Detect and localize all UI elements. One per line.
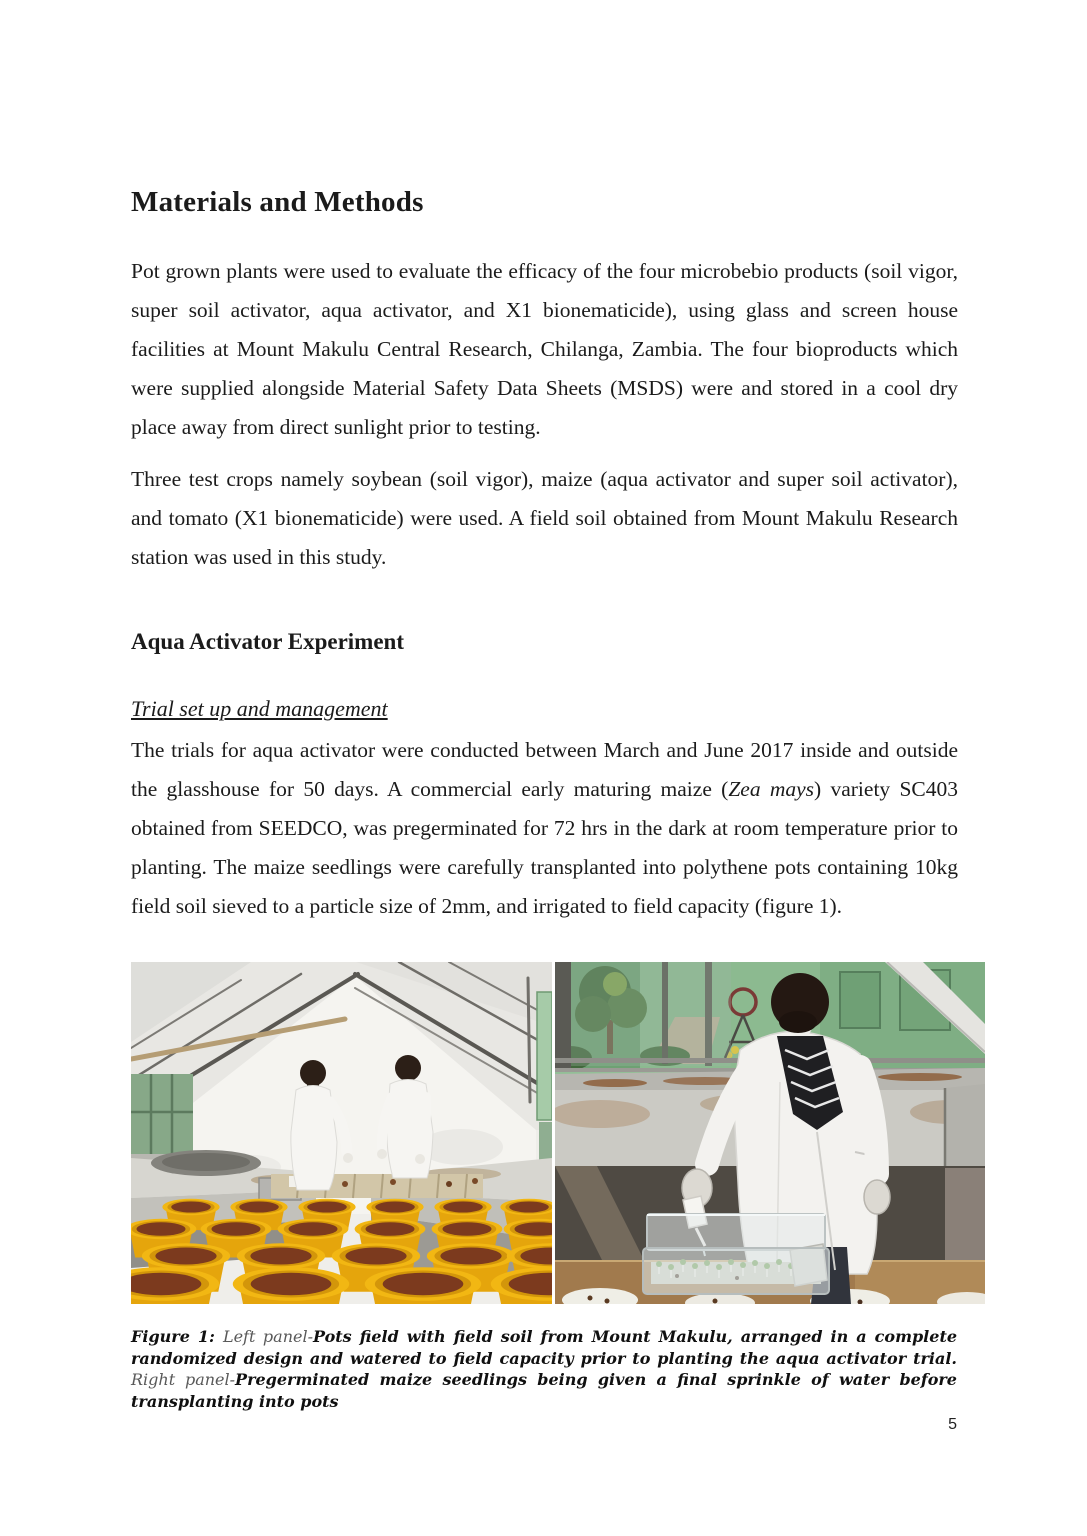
paragraph-trial-setup: [131, 731, 958, 926]
paragraph-intro: Pot grown plants were used to evaluate the efficacy of the four microbebio products (soil vigor, super soil activator, aqua activator, and X1 bionematicide), using glass and screen house facilities at Mount Makulu Central Research, Chilanga, Zambia. The four bioproducts which were supplied alongside Material Safety Data Sheets (MSDS) were and stored in a cool dry place away from direct sunlight prior to testing.: [131, 259, 958, 439]
section-heading: Aqua Activator Experiment: [131, 629, 405, 654]
right-glove: [864, 1180, 890, 1214]
left-panel-text: Pots field with field soil from Mount Makulu, arranged in a complete randomized design and watered to field capacity prior to planting the aqua activator trial.: [131, 1327, 958, 1368]
species-name-italic: Zea mays: [728, 777, 815, 801]
subsection-heading: Trial set up and management: [131, 696, 388, 721]
page-number: 5: [948, 1416, 957, 1433]
left-panel-label: Left panel-: [222, 1327, 314, 1346]
paragraph-test-crops: Three test crops namely soybean (soil vigor), maize (aqua activator and super soil activator), and tomato (X1 bionematicide) were used. A field soil obtained from Mount Makulu Research station was used in this study.: [131, 467, 958, 569]
figure-1: [131, 962, 985, 1304]
figure-caption: [131, 1326, 957, 1412]
figure-caption-label: Figure 1:: [131, 1327, 223, 1346]
seedling-tray: [643, 1214, 829, 1294]
paragraph-trial-text-1: The trials for aqua activator were conducted between March and June 2017 inside and outside the glasshouse for 50 days. A commercial early maturing maize (: [131, 738, 958, 801]
page-title: Materials and Methods: [131, 186, 424, 218]
figure-right-photo: [555, 962, 985, 1304]
work-table: [259, 1174, 483, 1200]
right-panel-label: Right panel-: [131, 1370, 236, 1389]
paragraph-trial-text-2: ) variety SC403 obtained from SEEDCO, was pregerminated for 72 hrs in the dark at room temperature prior to planting. The maize seedlings were carefully transplanted into polythene pots containing 10kg field soil sieved to a particle size of 2mm, and irrigated to field capacity (figure 1).: [131, 777, 958, 918]
right-panel-text: Pregerminated maize seedlings being given a final sprinkle of water before transplanting into pots: [131, 1370, 957, 1411]
figure-left-photo: [131, 962, 552, 1304]
